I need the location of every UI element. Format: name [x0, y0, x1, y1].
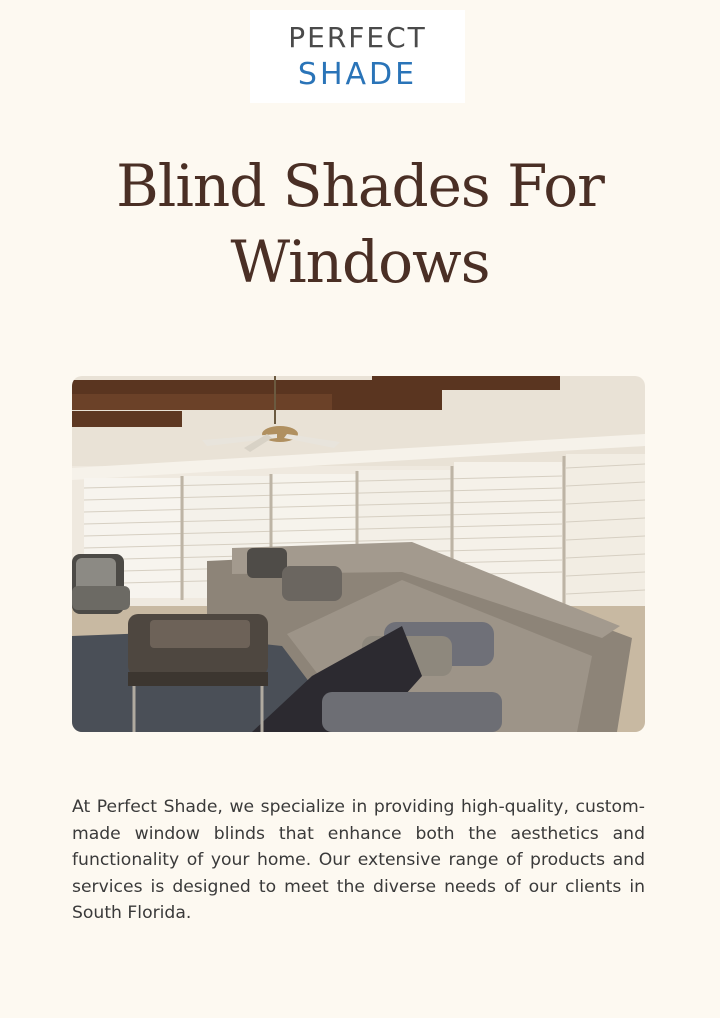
ceiling-beam: [72, 411, 182, 427]
living-room-photo: [72, 376, 645, 732]
armchair: [72, 554, 130, 614]
title-line-1: Blind Shades For: [116, 152, 604, 220]
ceiling-beam: [372, 376, 560, 390]
ceiling-beam: [72, 394, 332, 410]
intro-paragraph: At Perfect Shade, we specialize in providing high-quality, custom-made window blinds that enhance both the aesthetics and functionality of your home. Our extensive range of products and services is designed to meet the diverse needs of our clients in South Florida.: [72, 797, 645, 923]
logo-wordmark-top: PERFECT: [288, 21, 427, 54]
brand-logo: [250, 10, 465, 103]
page-title: [0, 148, 720, 300]
logo-wordmark-bottom: SHADE: [297, 57, 418, 92]
title-line-2: Windows: [230, 228, 490, 296]
